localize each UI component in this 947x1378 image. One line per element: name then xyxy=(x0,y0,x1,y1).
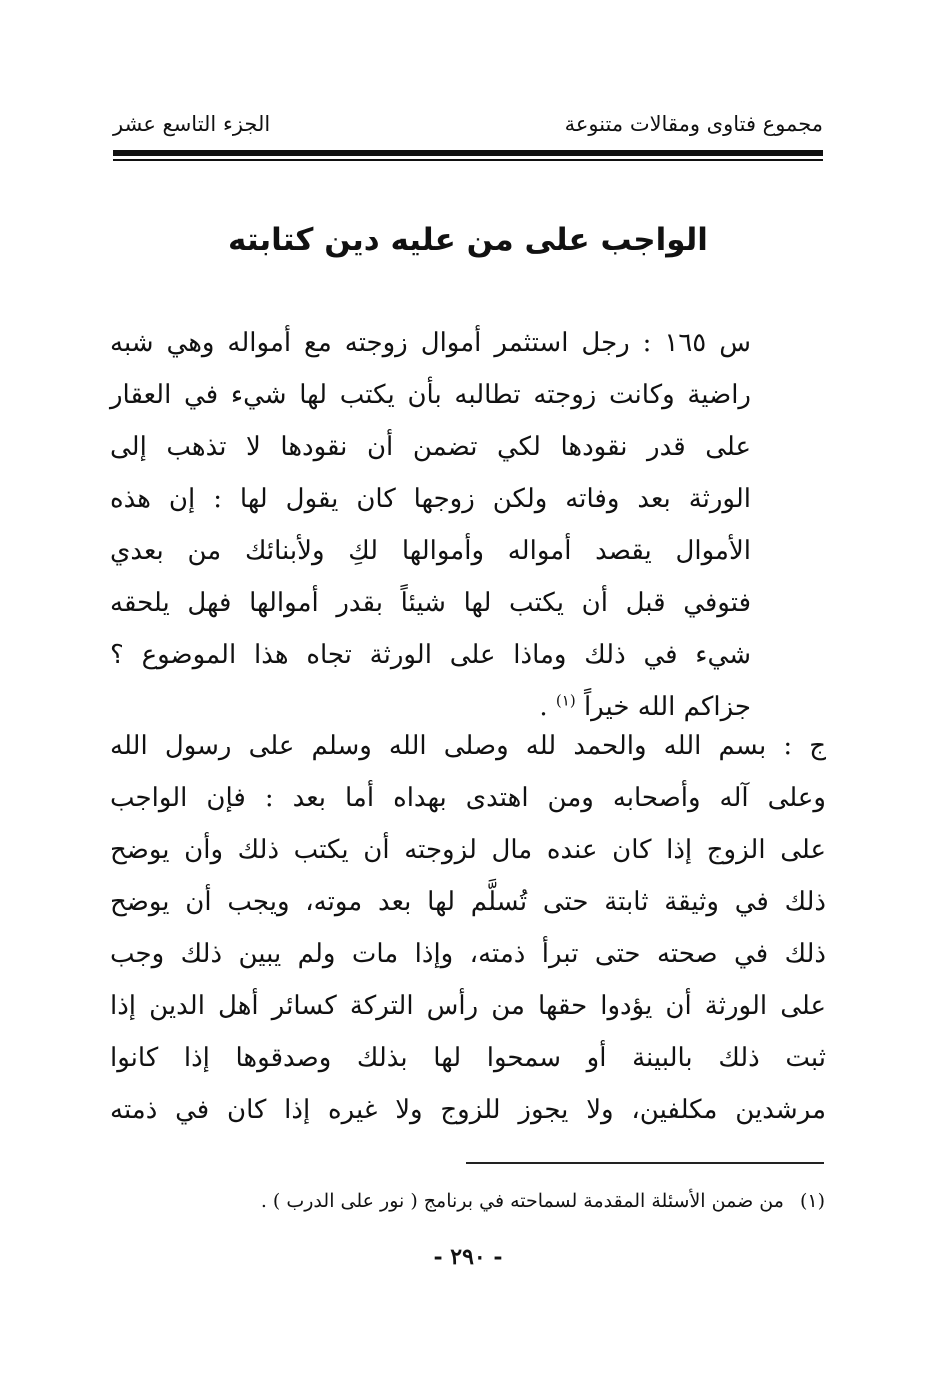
question-end-mark: . xyxy=(539,692,548,722)
page-header xyxy=(113,112,823,148)
footnote-marker: (١) xyxy=(799,1190,825,1212)
running-title: مجموع فتاوى ومقالات متنوعة xyxy=(564,112,823,136)
header-rule-thin xyxy=(113,159,823,161)
article-title: الواجب على من عليه دين كتابته xyxy=(228,222,708,258)
answer-line: ج : بسم الله والحمد لله وصلى الله وسلم على رسول الله xyxy=(110,731,826,761)
question-line: على قدر نقودها لكي تضمن أن نقودها لا تذهب إلى xyxy=(110,432,751,462)
page-number: - ٢٩٠ - xyxy=(433,1244,503,1270)
part-label: الجزء التاسع عشر xyxy=(113,112,271,136)
question-line: الورثة بعد وفاته ولكن زوجها كان يقول لها : إن هذه xyxy=(110,484,751,514)
footnote-reference[interactable]: (١) xyxy=(555,691,576,710)
answer-line: ثبت ذلك بالبينة أو سمحوا لها بذلك وصدقوها إذا كانوا xyxy=(110,1043,826,1073)
footnote-text: من ضمن الأسئلة المقدمة لسماحته في برنامج ( نور على الدرب ) . xyxy=(260,1190,784,1212)
question-line: س ١٦٥ : رجل استثمر أموال زوجته مع أمواله وهي شبه xyxy=(110,328,751,358)
answer-line: ذلك في وثيقة ثابتة حتى تُسلَّم لها بعد موته، ويجب أن يوضح xyxy=(110,887,826,917)
question-line: شيء في ذلك وماذا على الورثة تجاه هذا الموضوع ؟ xyxy=(110,640,751,670)
answer-line: على الورثة أن يؤدوا حقها من رأس التركة كسائر أهل الدين إذا xyxy=(110,991,826,1021)
answer-line: وعلى آله وأصحابه ومن اهتدى بهداه أما بعد : فإن الواجب xyxy=(110,783,826,813)
answer-line: ذلك في صحته حتى تبرأ ذمته، وإذا مات ولم يبين ذلك وجب xyxy=(110,939,826,969)
question-line: فتوفي قبل أن يكتب لها شيئاً بقدر أموالها فهل يلحقه xyxy=(110,588,751,618)
question-paragraph xyxy=(110,317,826,733)
question-line: الأموال يقصد أمواله وأموالها لكِ ولأبنائك من بعدي xyxy=(110,536,751,566)
header-rule-thick xyxy=(113,150,823,156)
question-closing-text: جزاكم الله خيراً xyxy=(583,692,751,722)
footnote-separator xyxy=(466,1162,824,1164)
question-line: راضية وكانت زوجته تطالبه بأن يكتب لها شيء في العقار xyxy=(110,380,751,410)
answer-paragraph xyxy=(110,720,826,1136)
answer-line: على الزوج إذا كان عنده مال لزوجته أن يكتب ذلك وأن يوضح xyxy=(110,835,826,865)
answer-line: مرشدين مكلفين، ولا يجوز للزوج ولا غيره إذا كان في ذمته xyxy=(110,1095,826,1125)
footnote xyxy=(113,1190,825,1212)
